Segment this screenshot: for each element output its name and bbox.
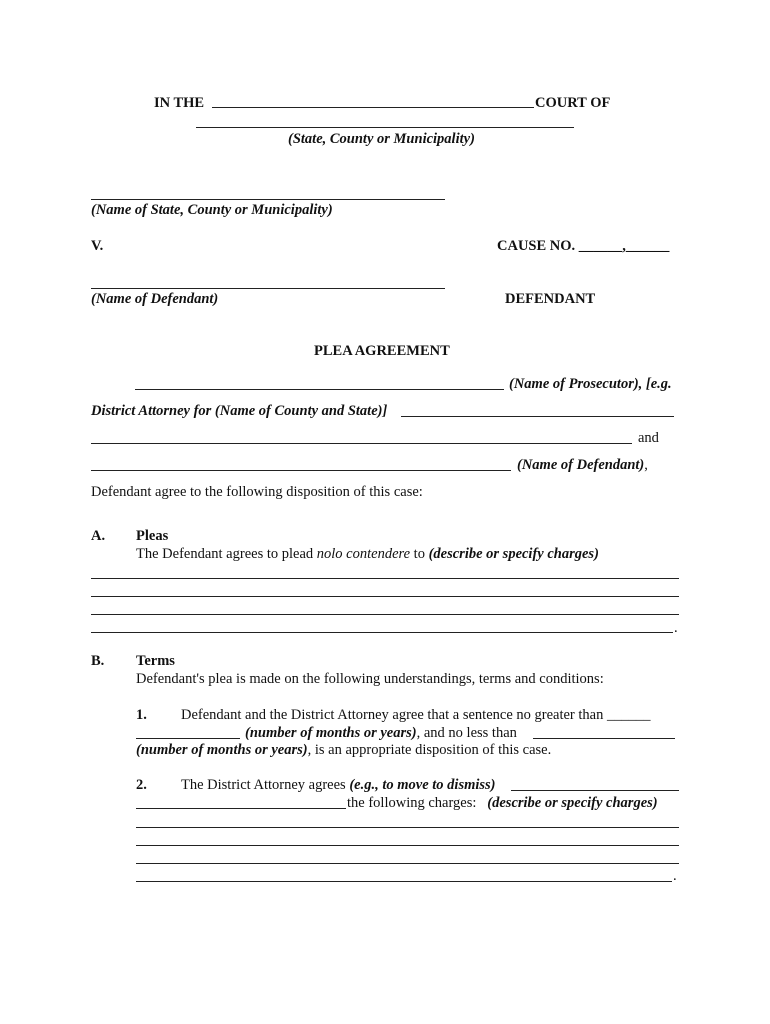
nolo-contendere: nolo contendere bbox=[316, 546, 411, 562]
page-title: PLEA AGREEMENT bbox=[314, 343, 450, 359]
item-1-line-3 bbox=[136, 741, 551, 759]
item-1-blank-2[interactable] bbox=[533, 738, 675, 739]
state-name-blank[interactable] bbox=[91, 199, 445, 200]
charges-line-2[interactable] bbox=[91, 596, 679, 597]
charges-line-3[interactable] bbox=[91, 614, 679, 615]
jurisdiction-label: (State, County or Municipality) bbox=[288, 131, 475, 147]
defendant-name-label: (Name of Defendant) bbox=[91, 291, 219, 307]
section-b-heading: Terms bbox=[136, 653, 175, 669]
item-2-number: 2. bbox=[136, 777, 147, 793]
defendant-intro bbox=[517, 456, 648, 474]
district-attorney-blank[interactable] bbox=[401, 416, 674, 417]
charges-period: . bbox=[674, 620, 678, 636]
defendant-intro-label: (Name of Defendant) bbox=[517, 457, 645, 473]
cause-number: CAUSE NO. ______,______ bbox=[497, 238, 670, 254]
item-2-text bbox=[181, 776, 496, 794]
item-2-blank-1[interactable] bbox=[511, 790, 679, 791]
defendant-blank[interactable] bbox=[91, 470, 511, 471]
charges-line-1[interactable] bbox=[91, 578, 679, 579]
months-label-1: (number of months or years) bbox=[245, 725, 417, 741]
item-2-line-3[interactable] bbox=[136, 863, 679, 864]
item-1-blank-1[interactable] bbox=[136, 738, 240, 739]
charges-line-4[interactable] bbox=[91, 632, 673, 633]
section-a-text bbox=[136, 545, 599, 563]
state-name-label: (Name of State, County or Municipality) bbox=[91, 202, 333, 218]
item-1-line-2 bbox=[245, 724, 517, 742]
section-b-letter: B. bbox=[91, 653, 105, 669]
item-2-line-4[interactable] bbox=[136, 881, 672, 882]
district-attorney-label: District Attorney for (Name of County and State)] bbox=[91, 403, 388, 419]
item-2-line-2-blank[interactable] bbox=[136, 845, 679, 846]
section-a-charges-label: (describe or specify charges) bbox=[428, 546, 599, 562]
court-name-blank[interactable] bbox=[212, 107, 534, 108]
defendant-name-blank[interactable] bbox=[91, 288, 445, 289]
item-2-blank-2[interactable] bbox=[136, 808, 346, 809]
defendant-intro-comma: , bbox=[644, 457, 648, 473]
prosecutor-blank[interactable] bbox=[135, 389, 504, 390]
item-2-line-2 bbox=[347, 794, 658, 812]
section-a-text-start: The Defendant agrees to plead bbox=[136, 546, 317, 562]
months-label-2: (number of months or years) bbox=[136, 742, 308, 758]
item-2-period: . bbox=[673, 868, 677, 884]
prosecutor-label: (Name of Prosecutor), [e.g. bbox=[509, 376, 672, 392]
item-2-text-start: The District Attorney agrees bbox=[181, 777, 350, 793]
item-2-eg-label: (e.g., to move to dismiss) bbox=[349, 777, 496, 793]
court-suffix: COURT OF bbox=[535, 95, 611, 111]
agree-text: Defendant agree to the following disposition of this case: bbox=[91, 484, 423, 500]
court-prefix: IN THE bbox=[154, 95, 205, 111]
item-2-line-1[interactable] bbox=[136, 827, 679, 828]
and-text: and bbox=[638, 430, 659, 446]
section-a-to: to bbox=[410, 546, 429, 562]
no-less-text: , and no less than bbox=[416, 725, 517, 741]
jurisdiction-blank[interactable] bbox=[196, 127, 574, 128]
item-1-text: Defendant and the District Attorney agree that a sentence no greater than ______ bbox=[181, 707, 651, 723]
versus-label: V. bbox=[91, 238, 104, 254]
item-2-charges-label: (describe or specify charges) bbox=[487, 795, 658, 811]
section-a-heading: Pleas bbox=[136, 528, 169, 544]
defendant-label: DEFENDANT bbox=[505, 291, 596, 307]
following-charges-text: the following charges: bbox=[347, 795, 477, 811]
section-b-text: Defendant's plea is made on the following understandings, terms and conditions: bbox=[136, 671, 604, 687]
section-a-letter: A. bbox=[91, 528, 106, 544]
item-1-number: 1. bbox=[136, 707, 147, 723]
appropriate-text: , is an appropriate disposition of this case. bbox=[307, 742, 552, 758]
intro-blank-line[interactable] bbox=[91, 443, 632, 444]
